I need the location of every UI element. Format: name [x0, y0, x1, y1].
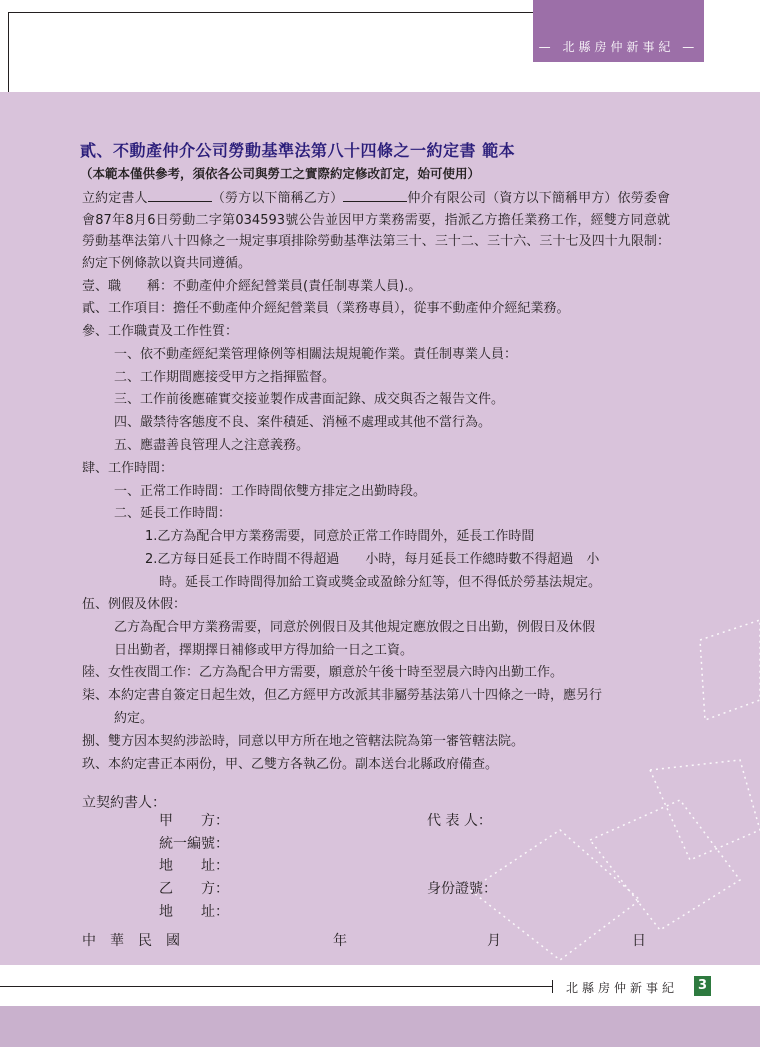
clause-3-item-5: 五、應盡善良管理人之注意義務。: [114, 438, 310, 453]
clause-4-sub-1: 1.乙方為配合甲方業務需要，同意於正常工作時間外，延長工作時間: [145, 529, 535, 544]
header-tab-label: — 北縣房仲新事紀 —: [538, 40, 699, 54]
frame-top-line: [8, 12, 536, 13]
clause-3: 參、工作職責及工作性質：: [82, 324, 239, 339]
clause-9: 玖、本約定書正本兩份，甲、乙雙方各執乙份。副本送台北縣政府備查。: [82, 757, 499, 772]
clause-5: 伍、例假及休假：: [82, 597, 187, 612]
intro-part-3: 仲介有限公司（資方以下簡稱甲方）依勞委會會87年8月6日勞動二字第034593號公告並因甲方業務需要，指派乙方擔任業務工作，經雙方同意就勞動基準法第八十四條之一規定事項排除勞動基準法第三十、三十二、三十六、三十七及四十九限制：約定下例條款以資共同遵循。: [82, 191, 670, 271]
clause-3-item-3: 三、工作前後應確實交接並製作成書面記錄、成交與否之報告文件。: [114, 392, 505, 407]
intro-part-2: （勞方以下簡稱乙方）: [211, 191, 344, 206]
address-b-label: 地 址：: [159, 904, 229, 920]
tax-id-label: 統一編號：: [159, 836, 229, 852]
clause-7-cont: 約定。: [114, 711, 154, 726]
date-month: 月: [487, 933, 501, 949]
id-number-label: 身份證號：: [427, 881, 497, 897]
clause-4-item-1: 一、正常工作時間：工作時間依雙方排定之出勤時段。: [114, 484, 427, 499]
header-tab: [533, 0, 704, 62]
clause-3-item-1: 一、依不動產經紀業管理條例等相關法規規範作業。責任制專業人員：: [114, 347, 518, 362]
clause-6: 陸、女性夜間工作：乙方為配合甲方需要，願意於午後十時至翌晨六時內出勤工作。: [82, 665, 564, 680]
date-day: 日: [632, 933, 646, 949]
address-a-label: 地 址：: [159, 858, 229, 874]
clause-5-text-2: 日出勤者，擇期擇日補修或甲方得加給一日之工資。: [114, 643, 414, 658]
clause-3-item-4: 四、嚴禁待客態度不良、案件積延、消極不處理或其他不當行為。: [114, 415, 492, 430]
clause-4: 肆、工作時間：: [82, 461, 174, 476]
clause-4-sub-2: 2.乙方每日延長工作時間不得超過 小時，每月延長工作總時數不得超過 小: [145, 552, 600, 567]
clause-7: 柒、本約定書自簽定日起生效，但乙方經甲方改派其非屬勞基法第八十四條之一時，應另行: [82, 688, 603, 703]
clause-3-item-2: 二、工作期間應接受甲方之指揮監督。: [114, 370, 336, 385]
clause-8: 捌、雙方因本契約涉訟時，同意以甲方所在地之管轄法院為第一審管轄法院。: [82, 734, 525, 749]
party-b-label: 乙 方：: [159, 881, 229, 897]
intro-part-1: 立約定書人: [82, 191, 148, 206]
party-a-label: 甲 方：: [159, 813, 229, 829]
date-year: 年: [333, 933, 347, 949]
page-number-badge: 3: [694, 976, 711, 996]
blank-line: [343, 189, 407, 202]
document-subtitle: （本範本僅供參考，須依各公司與勞工之實際約定修改訂定，始可使用）: [80, 166, 481, 181]
document-title: 貳、不動產仲介公司勞動基準法第八十四條之一約定書 範本: [80, 141, 516, 160]
intro-paragraph: [82, 188, 670, 274]
clause-4-item-2: 二、延長工作時間：: [114, 506, 232, 521]
footer-label: 北縣房仲新事紀: [566, 981, 679, 995]
blank-line: [148, 189, 212, 202]
date-roc: 中 華 民 國: [82, 933, 180, 949]
clause-1: 壹、職 稱：不動產仲介經紀營業員(責任制專業人員).。: [82, 279, 422, 294]
clause-2: 貳、工作項目：擔任不動產仲介經紀營業員（業務專員），從事不動產仲介經紀業務。: [82, 301, 570, 316]
representative-label: 代 表 人：: [427, 813, 492, 829]
clause-4-sub-2-cont: 時。延長工作時間得加給工資或獎金或盈餘分紅等，但不得低於勞基法規定。: [159, 575, 602, 590]
footer-rule: [0, 986, 552, 987]
frame-left-line: [8, 12, 9, 92]
footer-rule-tick: [552, 980, 553, 993]
signing-heading: 立契約書人：: [82, 795, 166, 811]
clause-5-text-1: 乙方為配合甲方業務需要，同意於例假日及其他規定應放假之日出勤，例假日及休假: [114, 620, 596, 635]
bottom-band: [0, 1006, 760, 1047]
